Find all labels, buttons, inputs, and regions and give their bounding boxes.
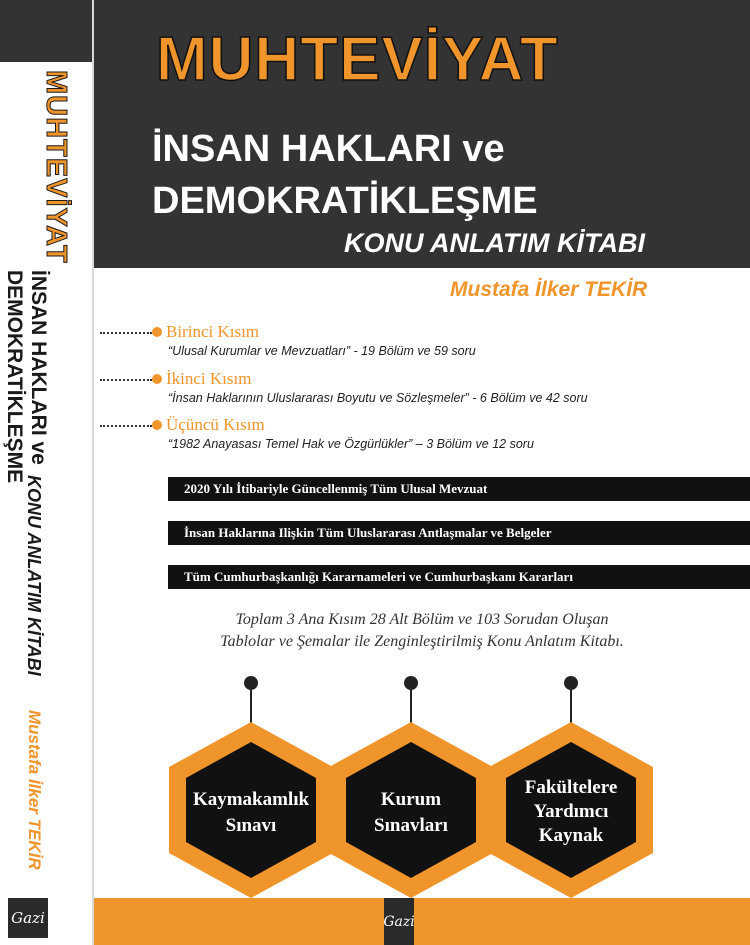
- hexagon-fakulte: [486, 676, 656, 906]
- spine-konu-label: KONU ANLATIM KİTABI: [24, 475, 44, 676]
- part-third: [94, 415, 750, 459]
- part-title: Üçüncü Kısım: [166, 415, 265, 434]
- part-description: “İnsan Haklarının Uluslararası Boyutu ve Sözleşmeler” - 6 Bölüm ve 42 soru: [168, 391, 588, 405]
- hanger-knob: [244, 676, 258, 690]
- spine-top-band: [0, 0, 92, 62]
- hexagon-label-line1: Kurum: [380, 789, 442, 810]
- part-second: [94, 369, 750, 413]
- feature-bar-1: 2020 Yılı İtibariyle Güncellenmiş Tüm Ulusal Mevzuat: [168, 477, 750, 501]
- hexagon-label-line1: Kaymakamlık: [192, 789, 310, 810]
- bullet-dot: [152, 327, 162, 337]
- part-description: “Ulusal Kurumlar ve Mevzuatları” - 19 Bölüm ve 59 soru: [168, 344, 476, 358]
- feature-bar-2: İnsan Haklarına Ilişkin Tüm Uluslararası Antlaşmalar ve Belgeler: [168, 521, 750, 545]
- part-title: Birinci Kısım: [166, 322, 260, 341]
- bullet-dot: [152, 420, 162, 430]
- spine-title: MUHTEVİYAT: [40, 70, 72, 264]
- summary-line-2: Tablolar ve Şemalar ile Zenginleştirilmiş Konu Anlatım Kitabı.: [220, 633, 624, 650]
- book-spine: [0, 0, 92, 945]
- spine-publisher-logo: Gazi: [8, 898, 48, 938]
- hexagon-label-line1: Fakültelere: [524, 777, 618, 798]
- cover-header: [94, 0, 750, 268]
- feature-bar-3: Tüm Cumhurbaşkanlığı Kararnameleri ve Cumhurbaşkanı Kararları: [168, 565, 750, 589]
- hanger-knob: [564, 676, 578, 690]
- bullet-dot: [152, 374, 162, 384]
- hexagon-label-line3: Kaynak: [538, 825, 604, 846]
- bottom-orange-band: [94, 898, 750, 945]
- spine-subtitle-line1: İNSAN HAKLARI ve: [27, 270, 50, 465]
- part-title: İkinci Kısım: [166, 369, 252, 388]
- dotted-connector: [100, 379, 152, 381]
- dotted-connector: [100, 425, 152, 427]
- spine-author: Mustafa İlker TEKİR: [25, 710, 44, 870]
- hexagon-kurum: [326, 676, 496, 906]
- hexagon-label-line2: Sınavı: [225, 815, 277, 836]
- hexagon-label-line2: Sınavları: [374, 815, 448, 836]
- cover-author: Mustafa İlker TEKİR: [450, 278, 648, 301]
- publisher-logo: Gazi: [384, 898, 414, 945]
- part-first: [94, 322, 750, 366]
- summary-line-1: Toplam 3 Ana Kısım 28 Alt Bölüm ve 103 Sorudan Oluşan: [235, 611, 609, 628]
- front-cover: [94, 0, 750, 945]
- spine-subtitle-line2: DEMOKRATİKLEŞME: [3, 270, 26, 484]
- cover-subtitle-line1: İNSAN HAKLARI ve: [152, 128, 505, 170]
- hexagon-label-line2: Yardımcı: [533, 801, 609, 822]
- part-description: “1982 Anayasası Temel Hak ve Özgürlükler” – 3 Bölüm ve 12 soru: [168, 437, 534, 451]
- cover-subtitle-line2: DEMOKRATİKLEŞME: [152, 180, 538, 222]
- hanger-knob: [404, 676, 418, 690]
- cover-konu-label: KONU ANLATIM KİTABI: [344, 228, 645, 258]
- hexagon-kaymakamlik: [166, 676, 336, 906]
- cover-title: MUHTEVİYAT: [156, 25, 559, 94]
- dotted-connector: [100, 332, 152, 334]
